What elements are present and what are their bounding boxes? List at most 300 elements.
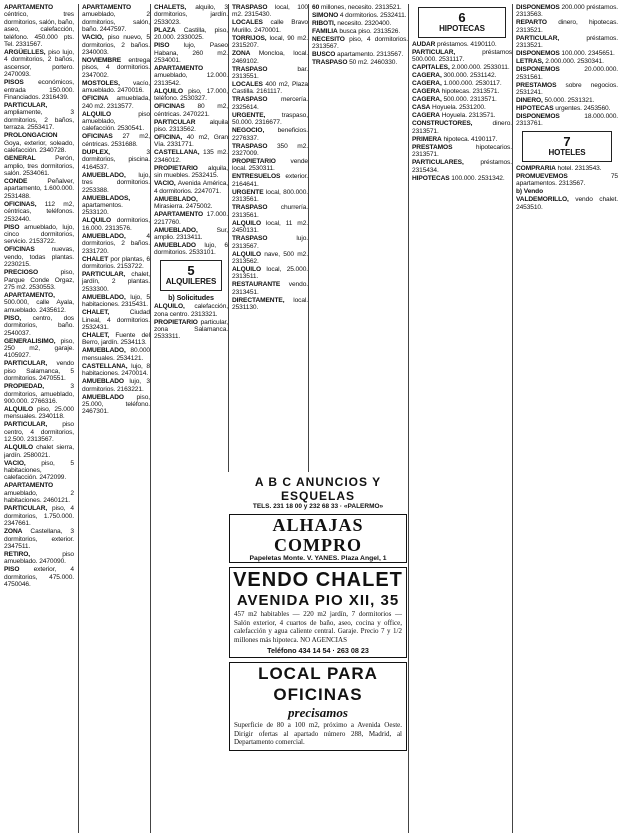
classified-ad [82,4,150,34]
chalet-description: 457 m2 habitables — 220 m2 jardín, 7 dormitorios — Salón exterior, 4 cuartos de baño, aseo, cocina y office, calefacción y agua caliente central. Garaje. Precio 7 y 1/2 millones más hipoteca. NO AGENCIAS [234,610,402,644]
ad-text: calefacción, zona centro. 2313321. [154,303,228,318]
section-number: 7 [563,133,571,149]
ad-text: exterior. 2164641. [232,173,308,188]
classified-ad [312,12,408,19]
classified-ad [412,41,512,48]
ad-keyword: PISO [4,223,20,231]
ad-keyword: CASA [412,104,431,112]
ad-keyword: VACIO, [154,180,176,188]
classified-ad [516,113,618,128]
ad-text: piso, 25.000, teléfono. 2467301. [82,393,150,416]
classified-ad [312,4,408,11]
ad-keyword: TRASPASO [232,96,268,104]
ad-text: local. 2531130. [232,296,308,312]
ad-text: amueblado, 2 dormitorios, salón, baño. 2447597. [82,11,150,34]
classified-ad [4,505,74,527]
classified-ad [232,251,308,266]
ad-keyword: DINERO, [516,97,543,105]
ad-keyword: GENERALISIMO, [4,337,56,345]
ad-text: lujo, Paseo Habana, 260 m2. 2534001. [154,42,228,65]
ad-keyword: APARTAMENTO [154,65,204,73]
banner-phones: TELS. 231 18 00 y 232 68 33 · «PALERMO» [252,503,384,510]
classified-ad [232,81,308,96]
section-number: 6 [458,10,466,25]
ad-keyword: LOCALES [232,81,263,89]
ad-text: 40 m2, Gran Vía. 2331771. [154,134,228,149]
ad-text: necesito. 2320400. [335,20,392,27]
classified-ad [232,189,308,204]
classified-ad [312,20,408,27]
classified-ad [516,50,618,57]
ad-keyword: NOVIEMBRE [82,57,122,65]
ad-text: 1.000.000. 2530117. [441,80,502,88]
ad-keyword: ALQUILO [232,219,261,227]
ad-text: piso, 250 m2, garaje. 4105927. [4,337,74,360]
classified-ad [232,235,308,250]
classified-ad [232,96,308,111]
ad-text: hipoteca. 4190117. [441,135,498,143]
ad-text: lujo, 3 dormitorios. 2163221. [82,378,150,393]
ad-text: 20.000.000. 2531561. [516,66,618,81]
ad-keyword: HIPOTECAS [412,174,450,182]
ad-text: alquila piso. 2313562. [154,118,228,134]
ad-keyword: NECESITO [312,36,345,43]
ad-text: Avenida América, 4 dormitorios. 2247071. [154,180,228,195]
classified-ad [232,112,308,127]
ad-keyword: PROPIETARIO [154,318,198,326]
classified-ad [232,173,308,188]
section-title: HOTELES [548,147,586,157]
ad-text: 100.000. 2531342. [449,174,505,182]
ad-keyword: SIMONO [312,12,339,19]
ad-keyword: PISO [4,566,20,574]
classified-ad [232,266,308,281]
ad-keyword: OFICINAS [4,246,35,254]
ad-keyword: PARTICULAR, [516,34,560,42]
ad-keyword: AMUEBLADO, [82,232,126,240]
classified-ad [82,217,150,232]
ad-text: 4 dormitorios, 2 baños. 2331720. [82,232,150,255]
ad-keyword: ARGÜELLES, [4,49,46,57]
abc-banner [229,475,407,510]
classified-ad [4,360,74,382]
ad-text: vacío, amueblado. 2470016. [82,79,150,95]
ad-text: chalet, jardín, 2 plantas. 2533300. [82,270,150,293]
ad-text: local, 25.000. 2313511. [232,265,308,281]
classified-ad [4,102,74,132]
ad-keyword: TRASPASO [232,65,268,73]
classified-ad [232,4,308,19]
ad-keyword: APARTAMENTO [82,4,132,11]
ad-text: Fuente del Berro, jardín. 2534113. [82,331,150,347]
classified-ad [4,444,74,459]
ad-text: 18.000.000. 2313761. [516,113,618,128]
classified-ad [82,133,150,148]
ad-text: Castilla, piso, 20.000. 2330025. [154,26,228,42]
classified-ad [82,172,150,194]
classified-ad [4,315,74,337]
jewels-ad [229,514,407,563]
chalet-phone: Teléfono 434 14 54 · 263 08 23 [267,646,369,655]
ad-keyword: DISPONEMOS [516,50,560,58]
ad-keyword: CAGERA [412,112,440,120]
ad-keyword: b) Vendo [516,188,544,196]
ad-keyword: PROPIEDAD, [4,383,45,391]
ad-text: piso lujo, 4 dormitorios, 2 baños, ascensor, portero. 2470093. [4,49,74,79]
ad-keyword: AMUEBLADO [154,241,196,249]
ad-keyword: URGENTE, [232,111,266,119]
classified-ad [82,378,150,393]
ad-keyword: RESTAURANTE [232,281,281,289]
classified-ad [312,28,408,35]
classified-ad [154,303,228,318]
ad-text: ampliamente, 3 dormitorios, 2 baños, terraza. 2553417. [4,109,74,132]
classified-ad [232,127,308,142]
classified-ad [516,66,618,81]
classified-ad [4,49,74,79]
ad-text: Perón, amplio, tres dormitorios, salón. 2534061. [4,155,74,177]
ad-text: lujo. 2313567. [232,235,308,250]
chalet-title: VENDO CHALET [233,569,403,591]
section-7-header [522,131,612,162]
ad-keyword: COMPRARIA [516,164,556,172]
classified-ad [4,383,74,405]
column-2 [78,4,150,833]
section-title: HIPOTECAS [439,24,485,33]
column-3-listing [154,4,228,257]
ad-keyword: ALQUILO [82,217,111,225]
ad-keyword: CAGERA, [412,96,442,104]
ad-keyword: VACIO, [4,459,26,467]
ad-keyword: LETRAS, [516,58,544,66]
classified-ad [4,4,74,48]
classified-ad [154,319,228,341]
ad-keyword: VALDEMORILLO, [516,196,569,204]
ad-keyword: DUPLEX, [82,148,110,156]
ad-text: 200.000 préstamos. 2313563. [516,4,618,19]
ad-text: Hoyuela. 2531200. [430,104,486,112]
ad-keyword: ALQUILO [232,265,261,273]
section-subtitle: b) Solicitudes [168,292,214,302]
ad-keyword: LOCALES [232,19,263,27]
column-3 [150,4,228,833]
classified-ad [82,294,150,309]
ad-text: piso centro, 4 dormitorios, 12.500. 2313567. [4,421,74,444]
classified-ad [82,149,150,171]
ad-text: dinero, hipotecas. 2313521. [516,19,618,34]
ad-keyword: ZONA [4,528,23,536]
classified-ad [4,460,74,482]
ad-keyword: AMUEBLADOS, [82,194,130,202]
chalet-ad [229,567,407,658]
classified-ad [412,96,512,103]
classified-ad [82,111,150,133]
ad-text: por plantas, 6 dormitorios. 2153722. [82,255,150,270]
ad-text: 3 dormitorios, amueblado, 900.000. 2766316. [4,383,74,406]
ad-keyword: FAMILIA [312,28,338,35]
classified-ad [154,27,228,42]
classified-ad [412,49,512,64]
classified-ad [232,19,308,34]
ad-keyword: BUSCO [312,51,336,59]
classified-ad [4,269,74,291]
classified-ad [516,82,618,97]
ad-text: préstamos 500.000. 2531117. [412,49,512,64]
column-5-top [308,4,408,472]
classified-ad [154,165,228,180]
ad-keyword: NEGOCIO, [232,127,265,135]
column-6 [512,4,618,833]
ad-text: económicos, entrada 150.000. Financiados. 2316439. [4,79,74,102]
ad-text: 80 m2, céntricas. 2470221. [154,103,228,118]
ad-keyword: PARTICULAR, [82,270,126,278]
ad-text: lujo, 6 dormitorios. 2533101. [154,241,228,257]
ad-text: 500.000. 2313571. [441,96,497,104]
classified-ad [4,421,74,443]
classified-ad [154,88,228,103]
column-6-listing-b [516,165,618,211]
ad-keyword: PISOS [4,79,24,87]
ad-text: amueblada, 240 m2. 2313577. [82,95,150,110]
ad-keyword: PARTICULAR, [412,49,456,56]
ad-keyword: CHALET, [82,331,110,339]
classified-ad [4,201,74,223]
ad-text: local, 100 m2. 2315430. [232,4,308,19]
ad-keyword: AMUEBLADO, [82,171,126,179]
ad-keyword: DISPONEMOS [516,66,560,74]
ad-text: hipotecarios. 2313571. [412,143,512,159]
ad-text: 80.000 mensuales. 2534121. [82,347,150,362]
office-ad [229,662,407,751]
classified-ad [4,566,74,588]
ad-keyword: TRASPASO [232,204,268,212]
ad-keyword: ZONA [232,50,251,58]
classified-ad [154,119,228,134]
ad-keyword: APARTAMENTO [4,482,54,490]
classified-ad [232,158,308,173]
classified-ad [516,19,618,34]
classified-ad [232,297,308,312]
classified-ad [516,165,618,172]
ad-keyword: AMUEBLADO, [154,195,198,203]
ad-keyword: TORRIJOS, [232,34,267,42]
ad-keyword: TRASPASO [232,4,268,11]
classified-ad [82,233,150,255]
classified-ad [4,338,74,360]
ad-text: traspaso, 50.000. 2316677. [232,111,308,127]
ad-text: dinero. 2313571. [412,120,512,135]
column-4 [228,4,308,472]
classified-ad [82,394,150,416]
classified-ad [412,144,512,159]
ad-keyword: REPARTO [516,19,547,27]
classified-ad [82,271,150,293]
ad-keyword: AMUEBLADO, [82,347,126,355]
ad-text: centro, dos dormitorios, baño. 2540037. [4,314,74,337]
ad-text: céntrico, tres dormitorios, salón, baño, aseo, calefacción, teléfono. 450.000 pts. Tel. 2331567. [4,11,74,49]
ad-text: amueblado, lujo, cinco dormitorios, servicio. 2153722. [4,223,74,246]
classified-ad [154,242,228,257]
ad-text: Mirasierra. 2475002. [154,203,213,211]
ad-keyword: ALQUILO [232,250,261,258]
ad-text: exterior, 4 dormitorios, 475.000. 4750046. [4,566,74,589]
ad-text: piso, 4 dormitorios, 1.750.000. 2347661. [4,505,74,528]
ad-text: amueblado, 2 habitaciones. 2460121. [4,489,74,505]
ad-text: piso, 25.000 mensuales. 2340118. [4,406,74,421]
classified-ad [82,363,150,378]
classified-ad [154,4,228,26]
ad-keyword: PRESTAMOS [412,143,453,151]
ad-text: mercería. 2325614. [232,96,308,111]
classified-ad [516,173,618,188]
classified-ad [82,195,150,217]
ad-keyword: PARTICULAR, [4,102,48,110]
classified-ad [412,175,512,182]
ad-text: 75 apartamentos. 2313567. [516,172,618,188]
ad-text: lujo, tres dormitorios. 2253388. [82,171,150,194]
ad-text: 400 m2, Plaza Castilla. 2161117. [232,81,308,96]
classified-ad [412,88,512,95]
ad-keyword: ALQUILO, [154,303,185,311]
ad-keyword: ALQUILO [4,444,33,452]
ad-text: local, 90 m2. 2315207. [232,34,308,50]
classified-ad [154,65,228,87]
ad-keyword: CONDE [4,177,28,185]
ad-keyword: GENERAL [4,155,36,163]
ad-text: beneficios. 2276337. [232,127,308,142]
ad-keyword: PRIMERA [412,135,442,143]
classified-ad [4,292,74,314]
classified-ad [82,309,150,331]
ad-text: hipotecas. 2313571. [439,88,500,96]
ad-text: Peñalver, apartamento, 1.600.000. 2531488. [4,177,74,200]
classified-ad [412,112,512,119]
ad-text: alquilo, 3 dormitorios, jardín. 2533023. [154,4,228,26]
classified-ad [82,332,150,347]
ad-keyword: PARTICULAR, [4,505,48,513]
ad-keyword: VACIO, [82,34,104,42]
classified-ad [412,72,512,79]
classified-ad [4,224,74,246]
ad-text: sobre negocios. 2531241. [516,81,618,97]
ad-keyword: AMUEBLADO [82,378,124,386]
section-title: ALQUILERES [165,276,217,286]
column-1 [4,4,74,833]
classified-ad [82,347,150,362]
ad-text: piso amueblado, calefacción. 2530541. [82,110,150,133]
classified-ad [516,196,618,211]
ad-text: préstamos. 2315434. [412,159,512,174]
ad-keyword: OFICINAS [82,133,113,141]
ad-text: Moncloa, local. 2469102. [232,50,308,65]
ad-keyword: CHALET [82,255,109,263]
ad-text: apartamentos. 2533120. [82,201,123,217]
ad-text: piso, 4 dormitorios. 2313567. [312,36,408,51]
column-6-listing [516,4,618,128]
ad-keyword: CHALETS, [154,4,187,11]
ad-keyword: APARTAMENTO [4,4,54,11]
ad-keyword: PROMUEVEMOS [516,172,568,180]
ad-keyword: CASTELLANA, [154,149,200,157]
ad-text: vendo chalet. 2453510. [516,196,618,211]
ad-text: local, 800.000. 2313561. [232,188,308,204]
ad-keyword: PARTICULAR [154,118,196,126]
classified-ad [412,80,512,87]
classified-ad [154,180,228,195]
ad-keyword: PROPIETARIO [232,158,276,166]
classified-ad [412,64,512,71]
ad-keyword: PRECIOSO [4,269,39,277]
ad-keyword: PLAZA [154,26,176,34]
classified-ad [4,246,74,268]
office-title: LOCAL PARA OFICINAS [258,664,378,704]
classified-ad [516,105,618,112]
classified-ad [4,132,74,154]
classified-ad [312,59,408,66]
ad-keyword: CAPITALES, [412,64,450,72]
ad-keyword: PROPIETARIO [154,164,198,172]
ad-keyword: APARTAMENTO, [4,291,55,299]
ad-keyword: PROLONGACION [4,132,58,140]
classified-ad [232,220,308,235]
ad-keyword: CONSTRUCTORES, [412,120,473,128]
ad-keyword: DISPONEMOS [516,113,560,121]
ad-text: busca piso. 2313526. [337,28,401,35]
ad-text: amueblado, 12.000. 2313542. [154,72,228,87]
classified-ad [154,211,228,226]
ad-keyword: DISPONEMOS [516,4,560,11]
ad-text: préstamos. 2313521. [516,34,618,50]
classified-ad [4,551,74,566]
ad-keyword: PISO, [4,314,22,322]
office-description: Superficie de 80 a 100 m2, próximo a Avenida Oeste. Dirigir ofertas al apartado número 288, Madrid, al Departamento comercial. [234,721,402,746]
classified-ad [312,51,408,58]
ad-keyword: AMUEBLADO [82,393,124,401]
ad-keyword: PISO [154,42,170,50]
classified-ad [232,50,308,65]
classified-ad [312,36,408,51]
ad-text: 500.000, calle Ayala, amueblado. 2435612. [4,299,74,314]
ad-keyword: PARTICULAR, [4,360,48,368]
ad-text: apartamento. 2313567. [335,51,404,59]
ad-keyword: CHALET, [82,309,110,317]
ad-keyword: PARTICULARES, [412,159,464,167]
classified-ad [516,58,618,65]
jewels-title: ALHAJAS COMPRO [272,515,364,555]
classified-ad [232,143,308,158]
column-5 [408,4,512,833]
ad-text: lujo, 8 habitaciones. 2470014. [82,362,150,378]
ad-text: 3 dormitorios, piscina. 4164537. [82,148,150,171]
ad-keyword: RETIRO, [4,550,31,558]
ad-text: churrería. 2313561. [232,204,308,219]
classified-ad [82,95,150,110]
classified-ad [154,42,228,64]
classified-ad [154,227,228,242]
ad-keyword: APARTAMENTO [154,211,204,219]
ad-text: Goya, exterior, soleado, calefacción. 2340728. [4,139,74,155]
ad-text: 2.000.000. 2530341. [543,58,604,66]
ad-text: nuevas, vendo, todas plantas. 2230215. [4,246,74,269]
ad-keyword: ALQUILO [82,110,111,118]
ad-text: lujo, 5 habitaciones. 2315431. [82,293,150,309]
ad-text: Hoyuela. 2313571. [439,112,496,120]
ad-text: entrega pisos, 4 dormitorios. 2347002. [82,57,150,79]
ad-text: alquila, sin muebles. 2532415. [154,164,228,180]
ad-keyword: 60 [312,4,320,11]
ad-text: 50 m2. 2460330. [347,59,398,67]
classified-ad [82,256,150,271]
